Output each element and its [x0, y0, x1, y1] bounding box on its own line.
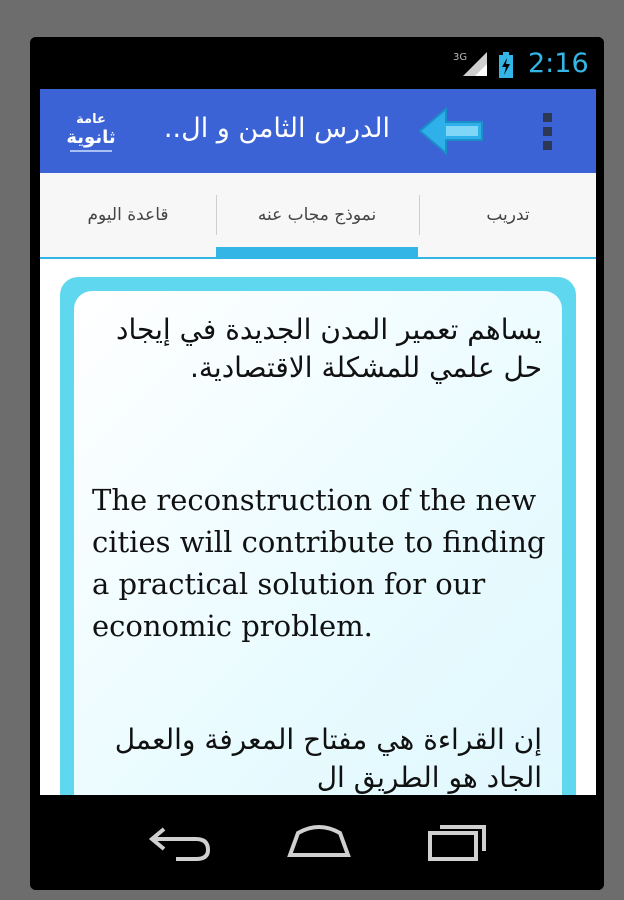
nav-recents-icon[interactable] [422, 819, 492, 863]
back-arrow-icon[interactable] [416, 107, 486, 155]
lesson-card [60, 277, 576, 795]
overflow-menu-icon[interactable] [538, 111, 558, 151]
tab-bar [40, 173, 596, 259]
lesson-card-body [74, 291, 562, 795]
tab-label: تدريب [486, 205, 530, 225]
nav-back-icon[interactable] [146, 819, 216, 863]
svg-text:ثانوية: ثانوية [66, 127, 116, 148]
signal-3g-icon [453, 50, 489, 78]
tab-label: قاعدة اليوم [87, 205, 169, 225]
navigation-bar [30, 795, 604, 890]
arabic-sentence-2: إن القراءة هي مفتاح المعرفة والعمل الجاد هو الطريق ال [114, 723, 542, 794]
tab-solved-example[interactable] [216, 173, 418, 257]
app-logo-icon[interactable] [62, 103, 120, 159]
arabic-sentence-1: يساهم تعمير المدن الجديدة في إيجاد حل علمي للمشكلة الاقتصادية. [116, 313, 542, 384]
action-bar [40, 89, 596, 173]
page-title: الدرس الثامن و ال.. [163, 113, 390, 144]
tab-practice[interactable] [420, 173, 596, 257]
tab-label: نموذج مجاب عنه [257, 205, 377, 225]
tab-daily-rule[interactable] [40, 173, 216, 257]
status-time: 2:16 [528, 48, 589, 79]
english-translation-1: The reconstruction of the new cities will contribute to finding a practical solution for our economic problem. [92, 483, 546, 643]
nav-home-icon[interactable] [284, 819, 354, 863]
content-area[interactable] [40, 259, 596, 795]
device-frame [30, 37, 604, 890]
svg-text:3G: 3G [453, 52, 468, 63]
status-bar [30, 37, 604, 89]
svg-text:عامة: عامة [76, 112, 106, 127]
battery-charging-icon [499, 52, 513, 78]
tab-selected-indicator [216, 247, 418, 257]
